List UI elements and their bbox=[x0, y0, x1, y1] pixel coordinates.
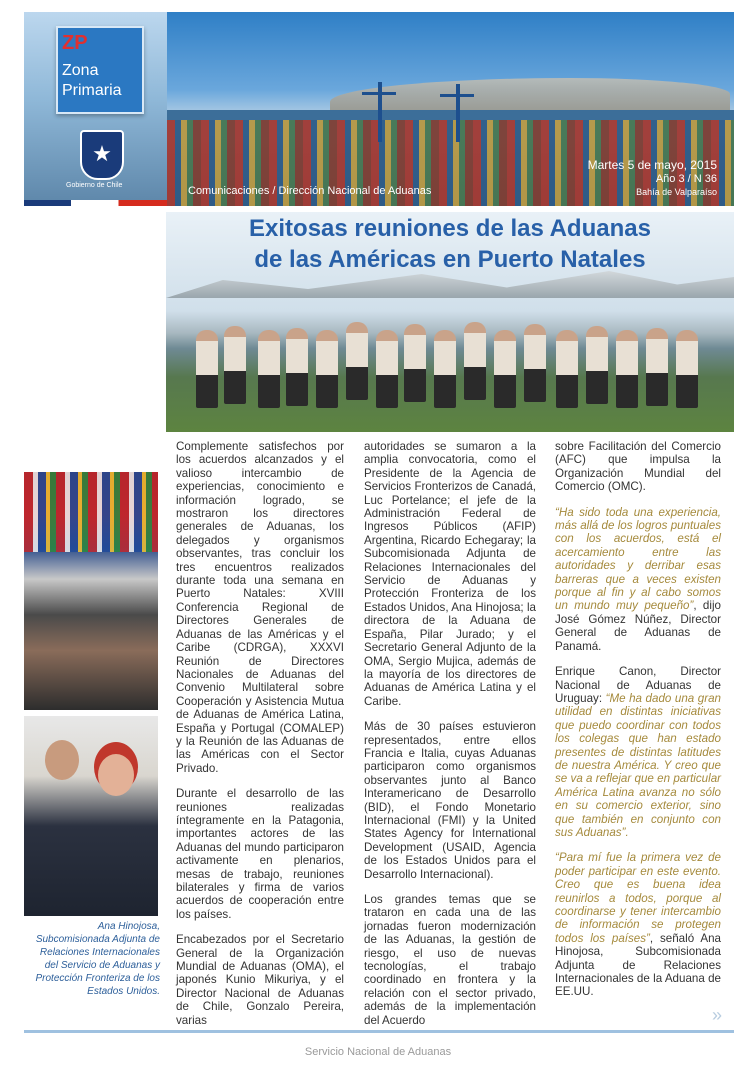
person-figure bbox=[196, 330, 218, 408]
aduanas-shield-icon: ★ bbox=[80, 130, 124, 180]
paragraph: autoridades se sumaron a la amplia convocatoria, como el Presidente de la Agencia de Servicios Fronterizos de Canadá, Luc Portelance; el jefe de la Administración Federal de Ingresos Públicos (AFIP) Argentina, Ricardo Echegaray; la Subcomisionada Adjunta de Relaciones Internacionales del Servicio de Aduanas y Protección Fronteriza de los Estados Unidos, Ana Hinojosa; la directora de la Aduana de España, Pilar Jurado; y el Secretario General Adjunto de la OMA, Sergio Mujica, además de la mayoría de los directores de Aduanas de América Latina y el Caribe. bbox=[364, 440, 536, 708]
paragraph: Durante el desarrollo de las reuniones realizadas íntegramente en la Patagonia, importantes actores de las Aduanas del mundo participaron activamente en plenarios, mesas de trabajo, reuniones bilaterales y firma de varios acuerdos de cooperación entre los países. bbox=[176, 787, 344, 921]
article-title-line1: Exitosas reuniones de las Aduanas bbox=[249, 215, 651, 242]
person-figure bbox=[286, 328, 308, 406]
article-column-1 bbox=[176, 440, 344, 1039]
person-figure bbox=[616, 330, 638, 408]
quote-canon: “Me ha dado una gran utilidad en distintas iniciativas que puedo coordinar con todos los colegas que han estado presentes de distintas latitudes de nuestra América. Y creo que se va a reflejar que en particular América Latina avanza no sólo en su comercio exterior, sino que también en conjunto con sus Aduanas”. bbox=[555, 691, 721, 839]
quote-attribution: , señaló Ana Hinojosa, Subcomisionada Adjunta de Relaciones Internacionales de la Aduana de EE.UU. bbox=[555, 931, 721, 999]
paragraph: Encabezados por el Secretario General de la Organización Mundial de Aduanas (OMA), el japonés Kunio Mikuriya, y el Director Nacional de Aduanas de Chile, Gonzalo Pereira, varias bbox=[176, 933, 344, 1027]
quote-hinojosa: “Para mí fue la primera vez de poder participar en este evento. Creo que es buena idea reunirlos a todos, porque al coordinarse y tener intercambio de información se protegen todos los países” bbox=[555, 851, 721, 945]
person-figure bbox=[316, 330, 338, 408]
quote-attribution: , dijo José Gómez Núñez, Director General de Aduanas de Panamá. bbox=[555, 599, 721, 653]
photo-caption: Ana Hinojosa, Subcomisionada Adjunta de Relaciones Internacionales del Servicio de Aduanas y Protección Fronteriza de los Estados Unidos. bbox=[35, 921, 160, 997]
person-figure bbox=[464, 322, 486, 400]
crane-arm bbox=[362, 92, 396, 95]
person-figure bbox=[646, 328, 668, 406]
hinojosa-portrait-photo bbox=[24, 716, 158, 916]
conference-flags bbox=[24, 472, 158, 552]
chile-flag-bar bbox=[24, 200, 167, 206]
person-figure bbox=[676, 330, 698, 408]
logo-name-line1: Zona bbox=[62, 62, 99, 79]
quote-paragraph bbox=[555, 506, 721, 653]
person-figure bbox=[224, 326, 246, 404]
quote-paragraph bbox=[555, 851, 721, 998]
issue-number: Año 3 / N 36 bbox=[655, 173, 717, 185]
person-figure bbox=[346, 322, 368, 400]
crane-icon bbox=[456, 84, 460, 142]
person-figure bbox=[586, 326, 608, 404]
crane-icon bbox=[378, 82, 382, 142]
speaker-canon: Enrique Canon, Director Nacional de Aduanas de Uruguay: bbox=[555, 665, 721, 705]
footer-rule bbox=[24, 1030, 734, 1033]
person-figure bbox=[258, 330, 280, 408]
person-figure bbox=[556, 330, 578, 408]
paragraph: Más de 30 países estuvieron representados, entre ellos Francia e Italia, cuyas Aduanas participaron como organismos observantes junto al Banco Interamericano de Desarrollo (BID), el Fondo Monetario Internacional (FMI) y la United States Agency for International Development (USAID, Agencia de los Estados Unidos para el Desarrollo Internacional). bbox=[364, 720, 536, 881]
article-column-2 bbox=[364, 440, 536, 1039]
banner-location: Bahía de Valparaíso bbox=[636, 187, 717, 197]
portrait-face bbox=[45, 740, 79, 780]
person-figure bbox=[376, 330, 398, 408]
person-figure bbox=[434, 330, 456, 408]
quote-gomez: “Ha sido toda una experiencia, más allá de los logros puntuales con los acuerdos, está el acercamiento entre las autoridades y derribar esas barreras que a veces existen porque al fin y al cabo somos un mundo muy pequeño” bbox=[555, 505, 721, 613]
department-line: Comunicaciones / Dirección Nacional de Aduanas bbox=[188, 185, 432, 197]
logo-abbr: ZP bbox=[62, 32, 88, 54]
chevron-right-icon[interactable]: » bbox=[712, 1005, 723, 1025]
paragraph: Complemente satisfechos por los acuerdos alcanzados y el valioso intercambio de experiencias, conocimiento e información logrado, se mostraron los directores generales de Aduanas, los delegados y organismos observantes, tras concluir los tres encuentros realizados durante toda una semana en Puerto Natales: XVIII Conferencia Regional de Directores Generales de Aduanas de las Américas y el Caribe (CDRGA), XXXVI Reunión de Directores Nacionales de Aduanas del Convenio Multilateral sobre Cooperación y Asistencia Mutua de Aduanas de América Latina, España y Portugal (COMALEP) y la Reunión de las Aduanas de las Américas con el Sector Privado. bbox=[176, 440, 344, 775]
shield-caption: Gobierno de Chile bbox=[66, 182, 123, 189]
issue-date: Martes 5 de mayo, 2015 bbox=[587, 158, 717, 172]
quote-paragraph bbox=[555, 665, 721, 839]
article-column-3 bbox=[555, 440, 721, 1011]
article-title-line2: de las Américas en Puerto Natales bbox=[254, 246, 646, 273]
person-figure bbox=[494, 330, 516, 408]
paragraph: sobre Facilitación del Comercio (AFC) que impulsa la Organización Mundial del Comercio (OMC). bbox=[555, 440, 721, 494]
person-figure bbox=[404, 324, 426, 402]
paragraph: Los grandes temas que se trataron en cada una de las jornadas fueron modernización de las Aduanas, la gestión de riesgo, el uso de nuevas tecnologías, el trabajo coordinado en frontera y la relación con el sector privado, además de la implementación del Acuerdo bbox=[364, 893, 536, 1027]
logo-name-line2: Primaria bbox=[62, 82, 122, 99]
person-figure bbox=[524, 324, 546, 402]
portrait-face bbox=[98, 754, 134, 796]
footer-text: Servicio Nacional de Aduanas bbox=[304, 1046, 452, 1058]
crane-arm bbox=[440, 94, 474, 97]
